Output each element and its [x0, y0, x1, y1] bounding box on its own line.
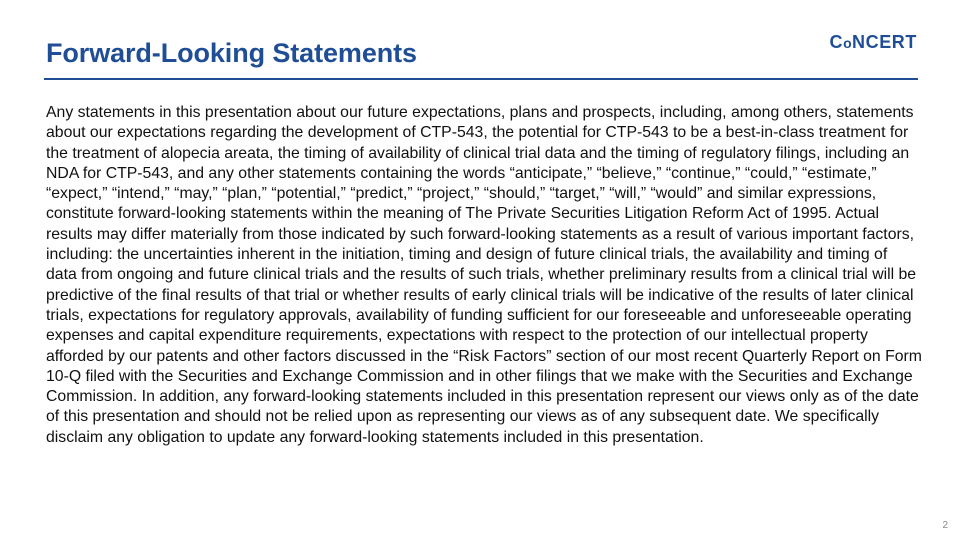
logo-letter-c: C [829, 32, 844, 52]
slide-title: Forward-Looking Statements [46, 38, 417, 68]
disclaimer-paragraph: Any statements in this presentation about our future expectations, plans and prospects, including, among others, statements about our expectations regarding the development of CTP-543, the potential for CTP-543 to be a best-in-class treatment for the treatment of alopecia areata, the timing of availability of clinical trial data and the timing of regulatory filings, including an NDA for CTP-543, and any other statements containing the words “anticipate,” “believe,” “continue,” “could,” “estimate,” “expect,” “intend,” “may,” “plan,” “potential,” “predict,” “project,” “should,” “target,” “will,” “would” and similar expressions, constitute forward-looking statements within the meaning of The Private Securities Litigation Reform Act of 1995. Actual results may differ materially from those indicated by such forward-looking statements as a result of various important factors, including: the uncertainties inherent in the initiation, timing and design of future clinical trials, the availability and timing of data from ongoing and future clinical trials and the results of such trials, whether preliminary results from a clinical trial will be predictive of the final results of that trial or whether results of early clinical trials will be indicative of the results of later clinical trials, expectations for regulatory approvals, availability of funding sufficient for our foreseeable and unforeseeable operating expenses and capital expenditure requirements, expectations with respect to the protection of our intellectual property afforded by our patents and other factors discussed in the “Risk Factors” section of our most recent Quarterly Report on Form 10-Q filed with the Securities and Exchange Commission and in other filings that we make with the Securities and Exchange Commission. In addition, any forward-looking statements included in this presentation represent our views only as of the date of this presentation and should not be relied upon as representing our views as of any subsequent date. We specifically disclaim any obligation to update any forward-looking statements included in this presentation. [46, 104, 922, 446]
title-divider [44, 78, 918, 80]
concert-logo [830, 32, 917, 53]
logo-letters-ncert: NCERT [852, 32, 917, 52]
logo-letter-o: o [843, 35, 852, 51]
page-number: 2 [942, 520, 948, 531]
